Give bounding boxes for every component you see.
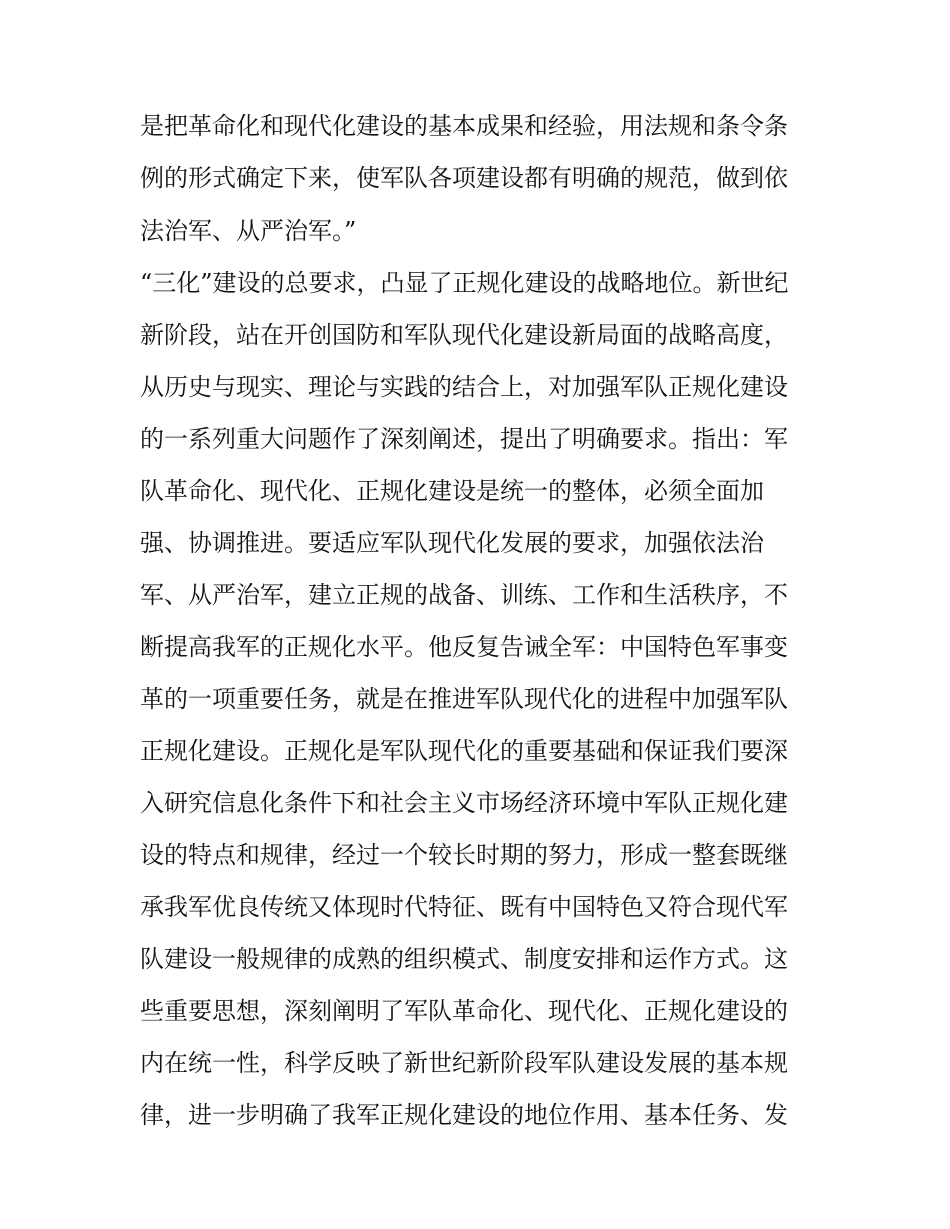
text-line: 是把革命化和现代化建设的基本成果和经验，用法规和条令条 <box>140 112 788 140</box>
text-line: 承我军优良传统又体现时代特征、既有中国特色又符合现代军 <box>140 893 788 921</box>
text-line: 队革命化、现代化、正规化建设是统一的整体，必须全面加 <box>140 477 764 505</box>
text-line: 新阶段，站在开创国防和军队现代化建设新局面的战略高度， <box>140 321 788 349</box>
text-line: 的一系列重大问题作了深刻阐述，提出了明确要求。指出：军 <box>140 425 788 453</box>
text-line: 内在统一性，科学反映了新世纪新阶段军队建设发展的基本规 <box>140 1049 788 1077</box>
text-line: 例的形式确定下来，使军队各项建设都有明确的规范，做到依 <box>140 164 788 192</box>
text-line: 队建设一般规律的成熟的组织模式、制度安排和运作方式。这 <box>140 945 788 973</box>
text-line: 断提高我军的正规化水平。他反复告诫全军：中国特色军事变 <box>140 633 788 661</box>
text-line: “三化”建设的总要求，凸显了正规化建设的战略地位。新世纪 <box>140 269 789 297</box>
text-line: 设的特点和规律，经过一个较长时期的努力，形成一整套既继 <box>140 841 788 869</box>
text-line: 法治军、从严治军。” <box>140 217 357 245</box>
text-line: 正规化建设。正规化是军队现代化的重要基础和保证我们要深 <box>140 737 788 765</box>
text-line: 革的一项重要任务，就是在推进军队现代化的进程中加强军队 <box>140 685 788 713</box>
text-line: 从历史与现实、理论与实践的结合上，对加强军队正规化建设 <box>140 373 788 401</box>
text-line: 律，进一步明确了我军正规化建设的地位作用、基本任务、发 <box>140 1101 788 1129</box>
text-line: 些重要思想，深刻阐明了军队革命化、现代化、正规化建设的 <box>140 997 788 1025</box>
text-line: 入研究信息化条件下和社会主义市场经济环境中军队正规化建 <box>140 789 788 817</box>
text-line: 军、从严治军，建立正规的战备、训练、工作和生活秩序，不 <box>140 581 788 609</box>
text-line: 强、协调推进。要适应军队现代化发展的要求，加强依法治 <box>140 529 764 557</box>
